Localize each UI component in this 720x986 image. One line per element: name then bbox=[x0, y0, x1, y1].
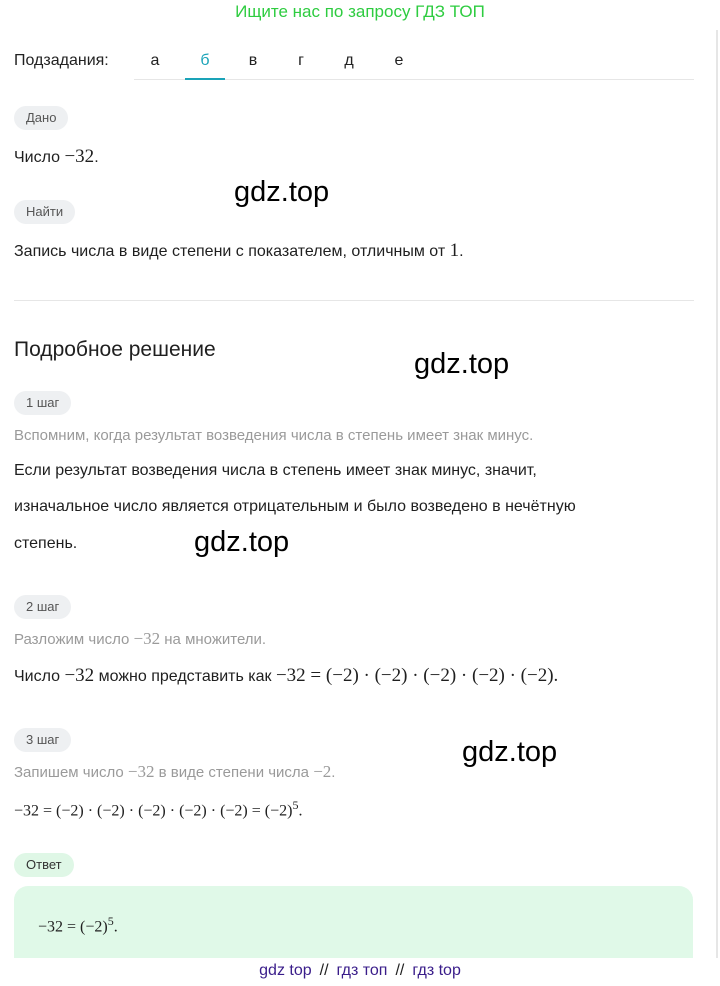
answer-formula-base: −32 = (−2) bbox=[38, 918, 108, 936]
watermark: gdz.top bbox=[414, 348, 510, 380]
step2-text-middle: можно представить как bbox=[94, 668, 276, 685]
step3-formula-end: . bbox=[298, 802, 303, 820]
step2-text bbox=[14, 665, 558, 687]
solution-title: Подробное решение bbox=[14, 338, 216, 361]
given-text-prefix: Число bbox=[14, 149, 65, 166]
step2-number: −32 bbox=[64, 665, 95, 686]
given-text-suffix: . bbox=[94, 149, 99, 166]
step2-hint-prefix: Разложим число bbox=[14, 631, 134, 648]
find-badge: Найти bbox=[14, 200, 75, 224]
step3-hint-prefix: Запишем число bbox=[14, 764, 128, 781]
tab-a[interactable]: а bbox=[150, 52, 160, 69]
subtasks-label: Подзадания: bbox=[14, 52, 109, 69]
find-exponent: 1 bbox=[449, 240, 460, 261]
step1-badge: 1 шаг bbox=[14, 391, 71, 415]
footer-link[interactable]: гдз top bbox=[412, 962, 461, 979]
find-text bbox=[14, 240, 464, 262]
step2-badge: 2 шаг bbox=[14, 595, 71, 619]
step2-hint-suffix: на множители. bbox=[160, 631, 267, 648]
watermark: gdz.top bbox=[462, 736, 558, 768]
given-text bbox=[14, 146, 99, 168]
footer-link[interactable]: gdz top bbox=[259, 962, 312, 979]
step2-formula: −32 = (−2) · (−2) · (−2) · (−2) · (−2). bbox=[275, 665, 559, 686]
section-divider bbox=[14, 300, 694, 301]
step3-formula-base: −32 = (−2) · (−2) · (−2) · (−2) · (−2) = (−2) bbox=[14, 802, 293, 820]
step2-hint-number: −32 bbox=[133, 629, 161, 648]
answer-formula-exponent: 5 bbox=[107, 914, 114, 928]
scroll-edge bbox=[716, 30, 718, 960]
step2-hint bbox=[14, 629, 266, 649]
tab-g[interactable]: г bbox=[298, 52, 304, 69]
footer-link[interactable]: гдз топ bbox=[336, 962, 388, 979]
given-number: −32 bbox=[64, 146, 95, 167]
tab-e[interactable]: е bbox=[394, 52, 404, 69]
footer-separator: // bbox=[395, 962, 405, 979]
find-text-prefix: Запись числа в виде степени с показателем, отличным от bbox=[14, 243, 450, 260]
step3-badge: 3 шаг bbox=[14, 728, 71, 752]
step3-hint-suffix: . bbox=[331, 764, 336, 781]
watermark: gdz.top bbox=[194, 526, 290, 558]
step3-hint-base: −2 bbox=[313, 762, 332, 781]
subtasks-bar bbox=[14, 46, 694, 80]
footer-separator: // bbox=[319, 962, 329, 979]
step1-line3: степень. bbox=[14, 535, 78, 552]
step3-hint bbox=[14, 762, 335, 782]
tab-d[interactable]: д bbox=[344, 52, 354, 69]
answer-formula-end: . bbox=[113, 918, 118, 936]
given-badge: Дано bbox=[14, 106, 68, 130]
step3-hint-middle: в виде степени числа bbox=[154, 764, 314, 781]
active-tab-indicator bbox=[185, 78, 225, 80]
footer bbox=[0, 958, 720, 986]
step3-formula-exponent: 5 bbox=[292, 798, 299, 812]
find-text-suffix: . bbox=[459, 243, 464, 260]
answer-box bbox=[14, 886, 693, 966]
search-banner: Ищите нас по запросу ГДЗ ТОП bbox=[235, 2, 485, 21]
watermark: gdz.top bbox=[234, 176, 330, 208]
step1-hint: Вспомним, когда результат возведения числа в степень имеет знак минус. bbox=[14, 427, 534, 444]
answer-badge: Ответ bbox=[14, 853, 74, 877]
step1-line2: изначальное число является отрицательным и было возведено в нечётную bbox=[14, 498, 576, 515]
answer-formula bbox=[38, 914, 118, 936]
tab-v[interactable]: в bbox=[248, 52, 258, 69]
step3-formula bbox=[14, 798, 302, 820]
step1-line1: Если результат возведения числа в степень имеет знак минус, значит, bbox=[14, 462, 537, 479]
step3-hint-number: −32 bbox=[127, 762, 155, 781]
step2-text-prefix: Число bbox=[14, 668, 65, 685]
tab-b[interactable]: б bbox=[200, 52, 210, 69]
